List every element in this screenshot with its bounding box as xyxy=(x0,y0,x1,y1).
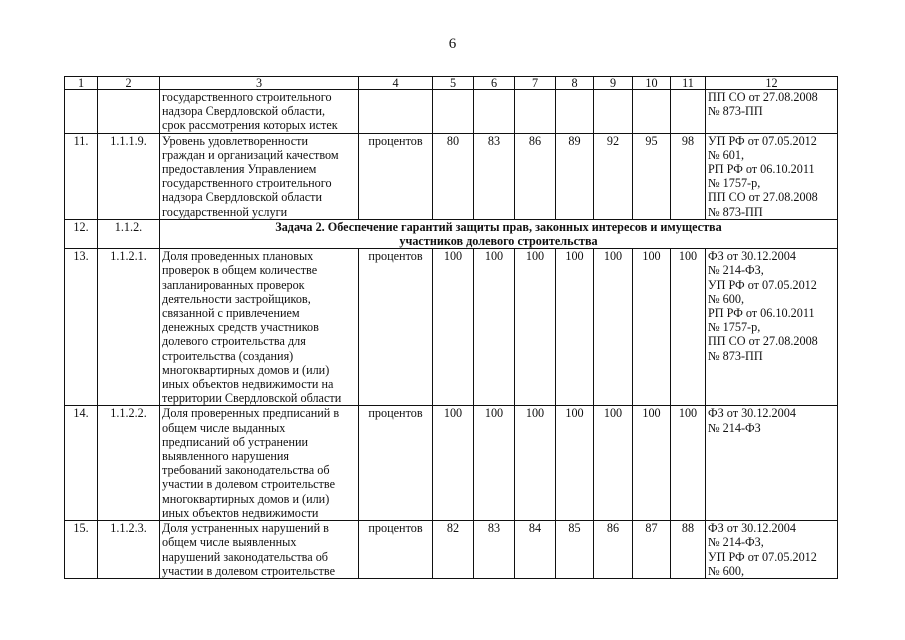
target-value: 86 xyxy=(515,133,556,219)
task-row xyxy=(65,219,838,248)
column-header: 9 xyxy=(594,77,633,90)
row-code: 1.1.2.2. xyxy=(98,406,160,521)
row-number: 15. xyxy=(65,521,98,579)
target-value: 100 xyxy=(556,249,594,406)
target-value: 100 xyxy=(594,406,633,521)
indicator-description: Доля проведенных плановых проверок в общем количестве запланированных проверок деятельности застройщиков, связанной с привлечением денежных средств участников долевого строительства для строительства (создания) многоквартирных домов и (или) иных объектов недвижимости на территории Свердловской области xyxy=(160,249,359,406)
unit: процентов xyxy=(359,406,433,521)
legal-reference: ФЗ от 30.12.2004 № 214-ФЗ, УП РФ от 07.05.2012 № 600, РП РФ от 06.10.2011 № 1757-р, ПП СО от 27.08.2008 № 873-ПП xyxy=(706,249,838,406)
target-value: 100 xyxy=(474,249,515,406)
column-header: 7 xyxy=(515,77,556,90)
column-header: 10 xyxy=(633,77,671,90)
indicator-description: Доля устраненных нарушений в общем числе выявленных нарушений законодательства об участии в долевом строительстве xyxy=(160,521,359,579)
target-value: 84 xyxy=(515,521,556,579)
target-value: 100 xyxy=(515,249,556,406)
target-value: 100 xyxy=(474,406,515,521)
target-value: 92 xyxy=(594,133,633,219)
target-value: 100 xyxy=(671,249,706,406)
unit: процентов xyxy=(359,133,433,219)
indicator-description: Доля проверенных предписаний в общем числе выданных предписаний об устранении выявленного нарушения требований законодательства об участии в долевом строительстве многоквартирных домов и (или) иных объектов недвижимости xyxy=(160,406,359,521)
target-value: 100 xyxy=(633,406,671,521)
table-row xyxy=(65,249,838,406)
target-value: 100 xyxy=(633,249,671,406)
column-header: 12 xyxy=(706,77,838,90)
target-value: 83 xyxy=(474,521,515,579)
row-number: 14. xyxy=(65,406,98,521)
continuation-row xyxy=(65,90,838,134)
column-header: 4 xyxy=(359,77,433,90)
target-value: 80 xyxy=(433,133,474,219)
row-number: 12. xyxy=(65,219,98,248)
column-header: 11 xyxy=(671,77,706,90)
legal-reference: ФЗ от 30.12.2004 № 214-ФЗ xyxy=(706,406,838,521)
unit: процентов xyxy=(359,249,433,406)
table-row xyxy=(65,133,838,219)
target-value: 100 xyxy=(433,249,474,406)
row-number: 13. xyxy=(65,249,98,406)
target-value: 86 xyxy=(594,521,633,579)
indicator-description: государственного строительного надзора Свердловской области, срок рассмотрения которых истек xyxy=(160,90,359,134)
page-number: 6 xyxy=(448,36,457,52)
column-header: 1 xyxy=(65,77,98,90)
indicators-table xyxy=(64,76,838,579)
table-row xyxy=(65,521,838,579)
table-row xyxy=(65,406,838,521)
target-value: 100 xyxy=(515,406,556,521)
legal-reference: ПП СО от 27.08.2008 № 873-ПП xyxy=(706,90,838,134)
row-code: 1.1.1.9. xyxy=(98,133,160,219)
row-code: 1.1.2. xyxy=(98,219,160,248)
target-value: 88 xyxy=(671,521,706,579)
target-value: 98 xyxy=(671,133,706,219)
target-value: 100 xyxy=(556,406,594,521)
row-code: 1.1.2.3. xyxy=(98,521,160,579)
unit: процентов xyxy=(359,521,433,579)
column-header-row xyxy=(65,77,838,90)
legal-reference: ФЗ от 30.12.2004 № 214-ФЗ, УП РФ от 07.05.2012 № 600, xyxy=(706,521,838,579)
legal-reference: УП РФ от 07.05.2012 № 601, РП РФ от 06.10.2011 № 1757-р, ПП СО от 27.08.2008 № 873-ПП xyxy=(706,133,838,219)
target-value: 100 xyxy=(671,406,706,521)
column-header: 2 xyxy=(98,77,160,90)
target-value: 100 xyxy=(433,406,474,521)
row-number: 11. xyxy=(65,133,98,219)
target-value: 89 xyxy=(556,133,594,219)
column-header: 3 xyxy=(160,77,359,90)
target-value: 85 xyxy=(556,521,594,579)
target-value: 82 xyxy=(433,521,474,579)
column-header: 8 xyxy=(556,77,594,90)
column-header: 6 xyxy=(474,77,515,90)
target-value: 83 xyxy=(474,133,515,219)
target-value: 100 xyxy=(594,249,633,406)
row-code: 1.1.2.1. xyxy=(98,249,160,406)
indicator-description: Уровень удовлетворенности граждан и организаций качеством предоставления Управлением государственного строительного надзора Свердловской области государственной услуги xyxy=(160,133,359,219)
target-value: 95 xyxy=(633,133,671,219)
column-header: 5 xyxy=(433,77,474,90)
target-value: 87 xyxy=(633,521,671,579)
task-heading: Задача 2. Обеспечение гарантий защиты прав, законных интересов и имущества участников долевого строительства xyxy=(160,219,838,248)
